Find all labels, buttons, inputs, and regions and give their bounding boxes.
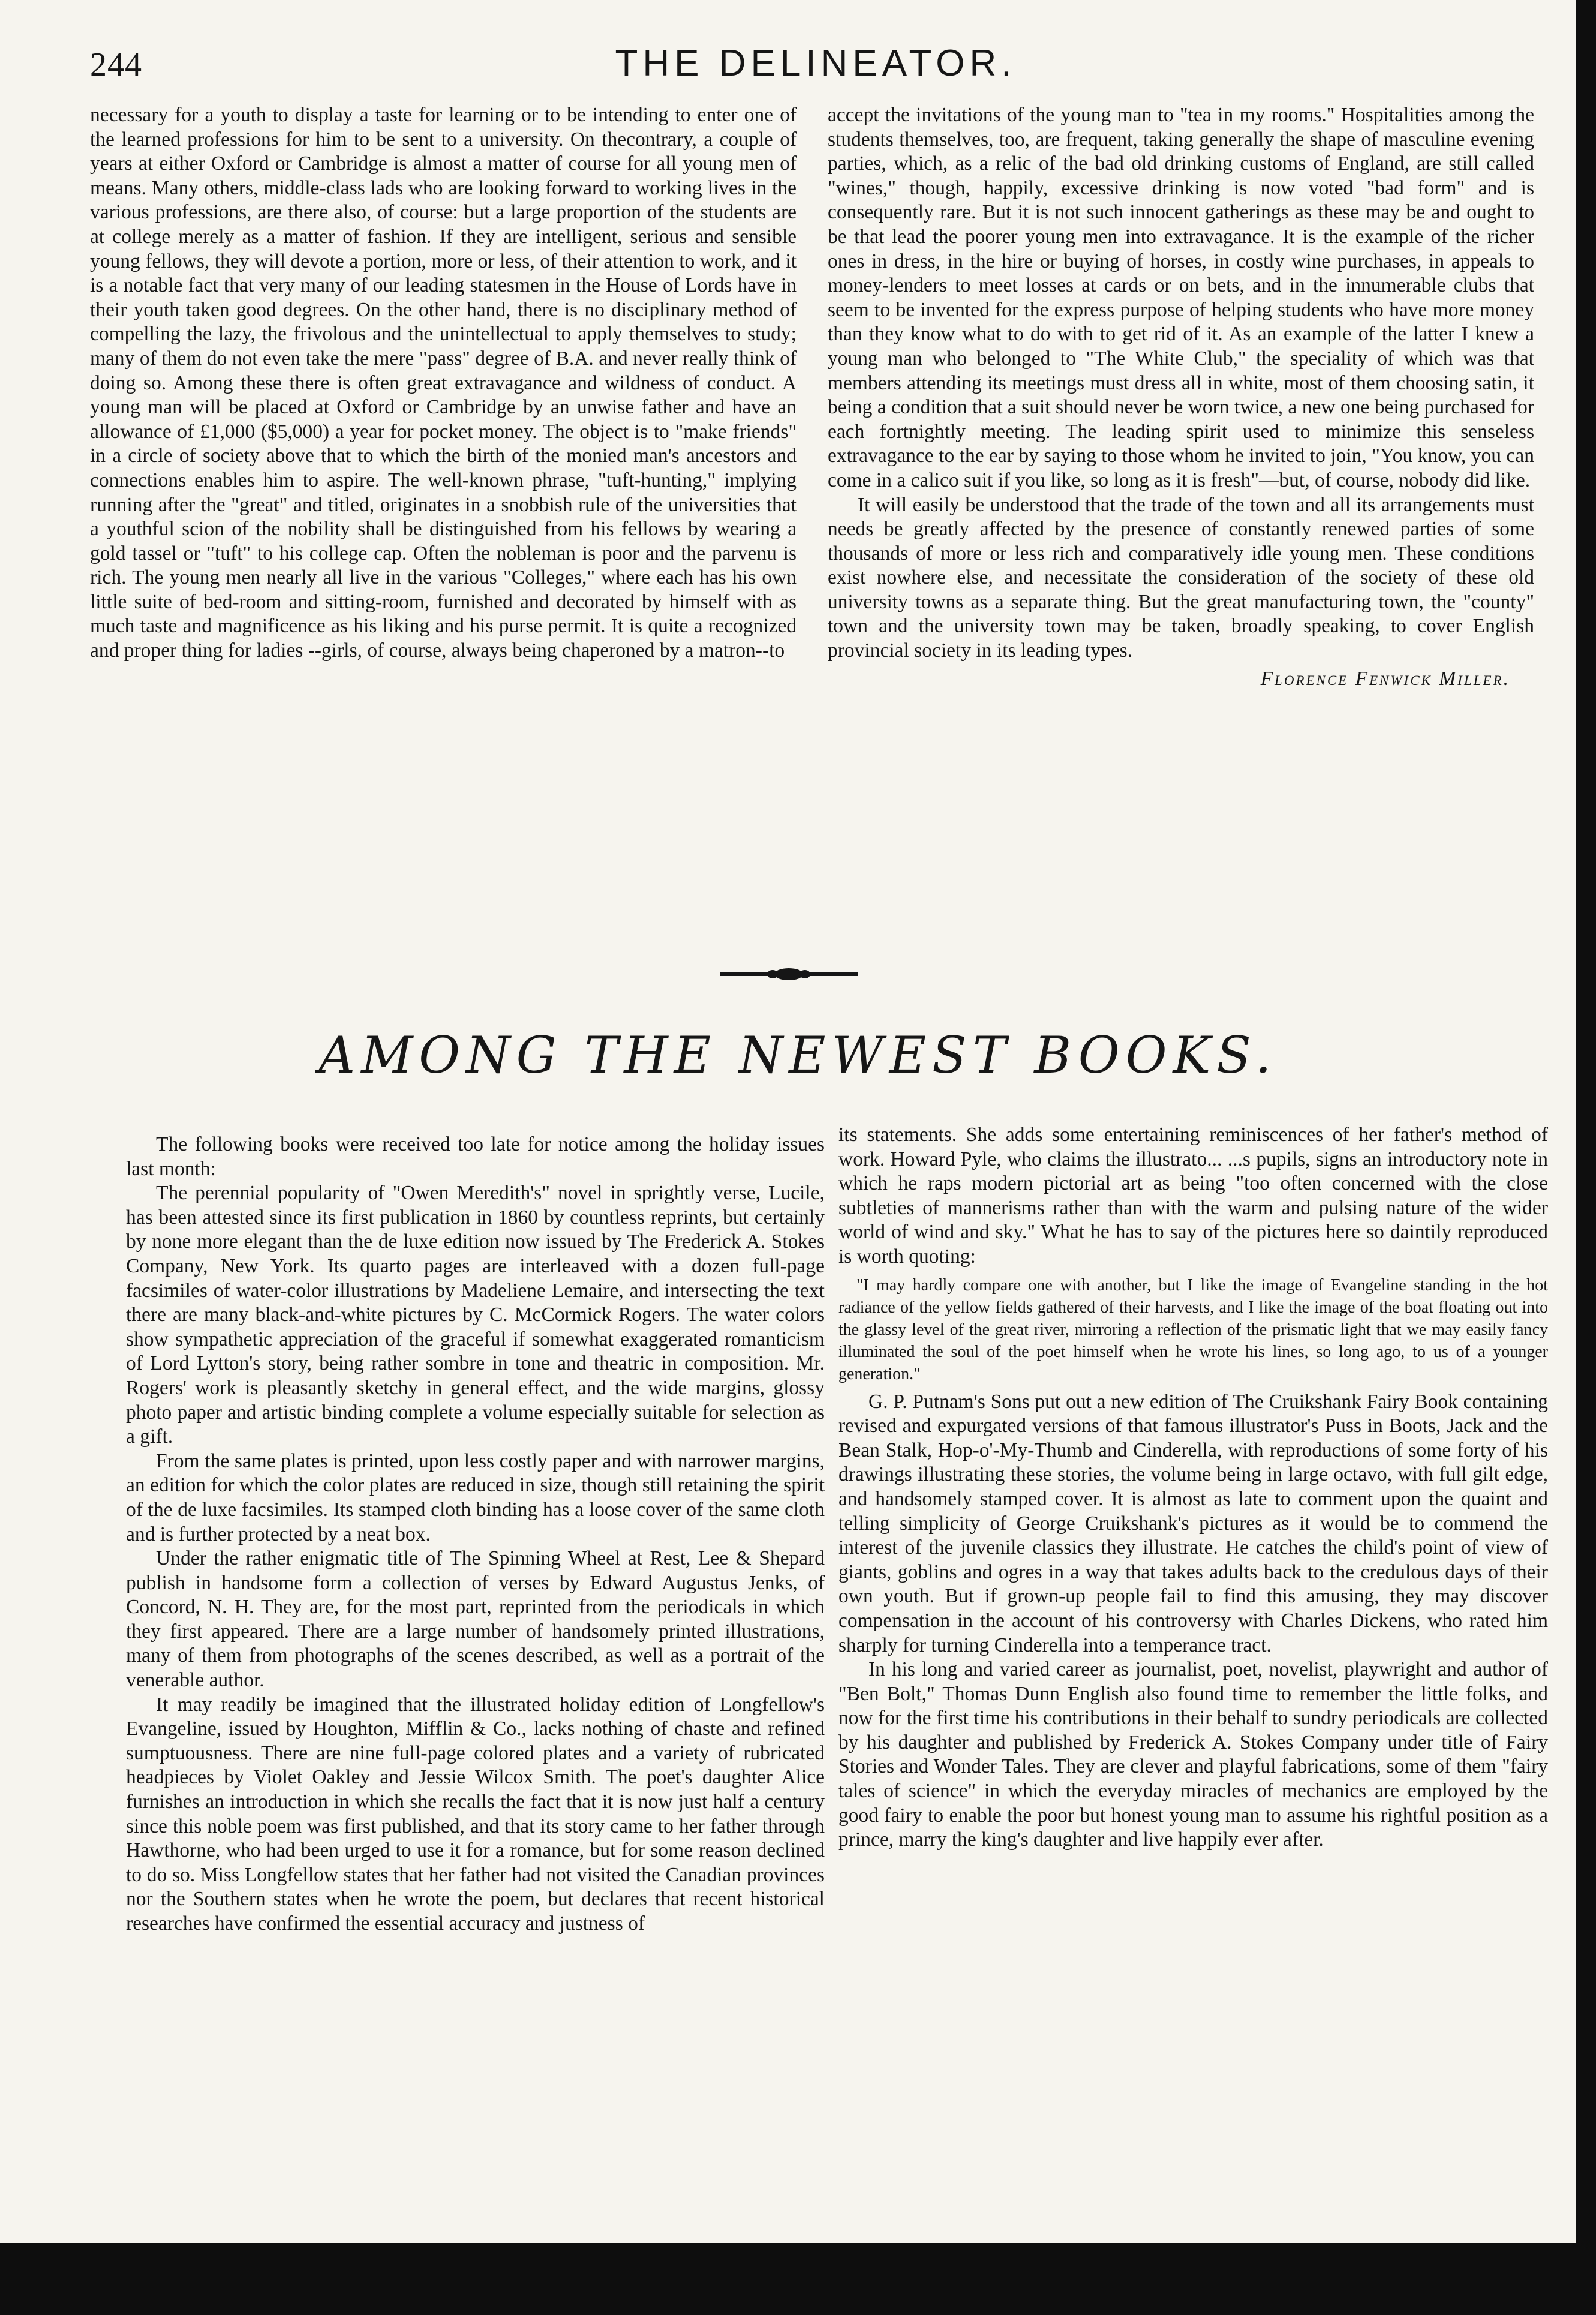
block-quote: "I may hardly compare one with another, but I like the image of Evangeline standing in the hot radiance of the yellow fields gathered of their harvests, and I like the image of the boat floating out into the glassy level of the great river, mirroring a reflection of the prismatic light that we may easily fancy illuminated the soul of the poet himself when he wrote his lines, so long ago, to us of a younger generation."	[838, 1275, 1548, 1383]
magazine-title: THE DELINEATOR.	[615, 43, 1017, 84]
paragraph: The following books were received too late for notice among the holiday issues last month:	[126, 1133, 825, 1180]
paragraph: From the same plates is printed, upon less costly paper and with narrower margins, an edition for which the color plates are reduced in size, though still retaining the spirit of the de luxe facsimiles. Its stamped cloth binding has a loose cover of the same cloth and is further protected by a neat box.	[126, 1449, 825, 1545]
paragraph: In his long and varied career as journalist, poet, novelist, playwright and author of "Ben Bolt," Thomas Dunn English also found time to remember the little folks, and now for the first time his contributions in their behalf to sundry periodicals are collected by his daughter and published by Frederick A. Stokes Company under title of Fairy Stories and Wonder Tales. They are clever and playful fabrications, some of them "fairy tales of science" in which the everyday miracles of mechanics are employed by the good fairy to enable the poor but honest young man to assume his rightful position as a prince, marry the king's daughter and live happily ever after.	[838, 1658, 1548, 1851]
scan-edge-right	[1576, 0, 1596, 2315]
article1-right-column	[828, 103, 1534, 691]
article2-right-column	[838, 1123, 1548, 1852]
page-number: 244	[90, 46, 142, 83]
paragraph: accept the invitations of the young man to "tea in my rooms." Hospitalities among the students themselves, too, are frequent, taking generally the shape of masculine evening parties, which, as a relic of the bad old drinking customs of England, are still called "wines," though, happily, excessive drinking is now voted "bad form" and is consequently rare. But it is not such innocent gatherings as these may be and ought to be that lead the poorer young men into extravagance. It is the example of the richer ones in dress, in the hire or buying of horses, in costly wine purchases, in appeals to money-lenders to meet losses at cards or on bets, and in the innumerable clubs that seem to be invented for the express purpose of helping students who have more money than they know what to do with to get rid of it. As an example of the latter I knew a young man who belonged to "The White Club," the speciality of which was that members attending its meetings must dress all in white, most of them choosing satin, it being a condition that a suit should never be worn twice, a new one being purchased for each fortnightly meeting. The leading spirit used to minimize this senseless extravagance to the ear by saying to those whom he invited to join, "You know, you can come in a calico suit if you like, so long as it is fresh"—but, of course, nobody did like.	[828, 104, 1534, 491]
paragraph: Under the rather enigmatic title of The Spinning Wheel at Rest, Lee & Shepard publish in handsome form a collection of verses by Edward Augustus Jenks, of Concord, N. H. They are, for the most part, reprinted from the periodicals in which they first appeared. There are a large number of handsomely printed illustrations, many of them from photographs of the scenes described, as well as a portrait of the venerable author.	[126, 1547, 825, 1692]
paragraph: It will easily be understood that the trade of the town and all its arrangements must needs be greatly affected by the presence of constantly renewed parties of some thousands of more or less rich and comparatively idle young men. These conditions exist nowhere else, and necessitate the consideration of the society of these old university towns as a separate thing. But the great manufacturing town, the "county" town and the university town may be taken, broadly speaking, to cover English provincial society in its leading types.	[828, 493, 1534, 662]
paragraph: The perennial popularity of "Owen Meredith's" novel in sprightly verse, Lucile, has been attested since its first publication in 1860 by countless reprints, but certainly by none more elegant than the de luxe edition now issued by The Frederick A. Stokes Company, New York. Its quarto pages are interleaved with a dozen full-page facsimiles of water-color illustrations by Madeliene Lemaire, and intersecting the text there are many black-and-white pictures by C. McCormick Rogers. The water colors show sympathetic appreciation of the graceful if somewhat exaggerated romanticism of Lord Lytton's story, being rather sombre in tone and theatric in composition. Mr. Rogers' work is pleasantly sketchy in general effect, and the wide margins, glossy photo paper and artistic binding complete a volume especially suitable for selection as a gift.	[126, 1182, 825, 1448]
paragraph: It may readily be imagined that the illustrated holiday edition of Longfellow's Evangeline, issued by Houghton, Mifflin & Co., lacks nothing of chaste and refined sumptuousness. There are nine full-page colored plates and a variety of rubricated headpieces by Violet Oakley and Jessie Wilcox Smith. The poet's daughter Alice furnishes an introduction in which she recalls the fact that it is now just half a century since this noble poem was first published, and that its story came to her father through Hawthorne, who had been urged to use it for a romance, but for some reason declined to do so. Miss Longfellow states that her father had not visited the Canadian provinces nor the Southern states when he wrote the poem, but declares that recent historical researches have confirmed the essential accuracy and justness of	[126, 1693, 825, 1935]
ornament-divider	[720, 967, 858, 981]
author-signature: Florence Fenwick Miller.	[1260, 667, 1510, 690]
paragraph: its statements. She adds some entertaining reminiscences of her father's method of work. Howard Pyle, who claims the illustrato... ...s pupils, signs an introductory note in which he raps modern pictorial art as being "too often concerned with the close subtleties of mannerisms rather than with the warm and pulsing nature of the wider world of wind and sky." What he has to say of the pictures here so daintily reproduced is worth quoting:	[838, 1124, 1548, 1268]
article1-left-column	[90, 103, 797, 663]
article2-left-column	[126, 1133, 825, 1936]
running-header	[90, 40, 1541, 94]
paragraph: G. P. Putnam's Sons put out a new edition of The Cruikshank Fairy Book containing revised and expurgated versions of that famous illustrator's Puss in Boots, Jack and the Bean Stalk, Hop-o'-My-Thumb and Cinderella, with reproductions of some forty of his drawings illustrating these stories, the volume being in large octavo, with full gilt edge, and handsomely stamped cover. It is almost as late to comment upon the quaint and telling simplicity of George Cruikshank's pictures as it would be to commend the interest of the juvenile classics they illustrate. He catches the child's point of view of giants, goblins and ogres in a way that takes adults back to the credulous days of their own youth. But if grown-up people fail to find this amusing, they may discover compensation in the account of his controversy with Charles Dickens, who rated him sharply for turning Cinderella into a temperance tract.	[838, 1390, 1548, 1656]
scan-edge-bottom	[0, 2243, 1596, 2315]
paragraph: necessary for a youth to display a taste for learning or to be intending to enter one of the learned professions for him to be sent to a university. On thecontrary, a couple of years at either Oxford or Cambridge is almost a matter of course for all young men of means. Many others, middle-class lads who are looking forward to working lives in the various professions, are there also, of course: but a large proportion of the students are at college merely as a matter of fashion. If they are intelligent, serious and sensible young fellows, they will devote a portion, more or less, of their attention to work, and it is a notable fact that very many of our leading statesmen in the House of Lords have in their youth taken good degrees. On the other hand, there is no disciplinary method of compelling the lazy, the frivolous and the unintellectual to apply themselves to study; many of them do not even take the mere "pass" degree of B.A. and never really think of doing so. Among these there is often great extravagance and wildness of conduct. A young man will be placed at Oxford or Cambridge by an unwise father and have an allowance of £1,000 ($5,000) a year for pocket money. The object is to "make friends" in a circle of society above that to which the birth of the monied man's ancestors and connections enables him to aspire. The well-known phrase, "tuft-hunting," implying running after the "great" and titled, originates in a snobbish rule of the universities that a youthful scion of the nobility shall be distinguished from his fellows by wearing a gold tassel or "tuft" to his college cap. Often the nobleman is poor and the parvenu is rich. The young men nearly all live in the various "Colleges," where each has his own little suite of bed-room and sitting-room, furnished and decorated by himself with as much taste and magnificence as his liking and his purse permit. It is quite a recognized and proper thing for ladies --girls, of course, always being chaperoned by a matron--to	[90, 104, 797, 662]
section-title: AMONG THE NEWEST BOOKS.	[318, 1026, 1278, 1085]
